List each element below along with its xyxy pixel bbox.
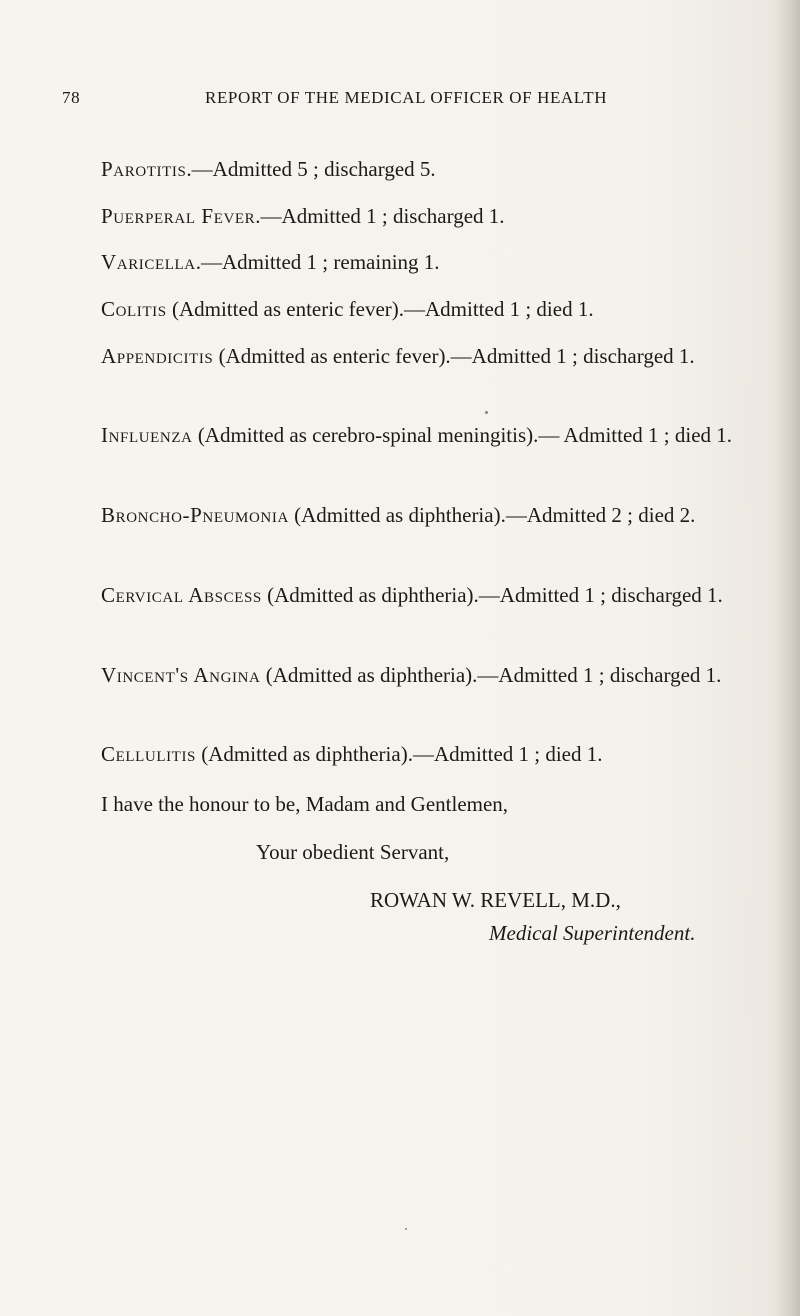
paper-speck [485, 411, 488, 414]
entry-text: (Admitted as diphtheria).—Admitted 2 ; died 2. [288, 503, 696, 527]
entry-text: (Admitted as diphtheria).—Admitted 1 ; discharged 1. [261, 583, 723, 607]
entry-puerperal-fever [62, 200, 742, 232]
entry-cellulitis [62, 738, 742, 770]
closing-valediction: Your obedient Servant, [256, 840, 450, 864]
entry-text: (Admitted as enteric fever).—Admitted 1 ; died 1. [166, 297, 594, 321]
entry-heading: Cervical Abscess [101, 583, 262, 607]
page-number: 78 [62, 88, 81, 107]
entry-heading: Influenza [101, 423, 193, 447]
entry-heading: Broncho-Pneumonia [101, 503, 289, 527]
entry-text: (Admitted as cerebro-spinal meningitis).— Admitted 1 ; died 1. [192, 423, 733, 447]
entry-vincents-angina [62, 659, 742, 691]
entry-heading: Colitis [101, 297, 167, 321]
entry-text: (Admitted as diphtheria).—Admitted 1 ; discharged 1. [260, 663, 722, 687]
entry-parotitis [62, 153, 742, 185]
entry-colitis [62, 293, 742, 325]
entry-text: .—Admitted 1 ; discharged 1. [255, 204, 505, 228]
running-title: REPORT OF THE MEDICAL OFFICER OF HEALTH [205, 88, 608, 107]
entry-cervical-abscess [62, 579, 742, 611]
entry-varicella [62, 246, 742, 278]
entry-appendicitis [62, 340, 742, 372]
entry-text: .—Admitted 5 ; discharged 5. [186, 157, 436, 181]
entry-heading: Appendicitis [101, 344, 214, 368]
entry-text: (Admitted as diphtheria).—Admitted 1 ; died 1. [196, 742, 603, 766]
entry-influenza [62, 419, 742, 451]
running-header [62, 88, 742, 112]
entry-text: .—Admitted 1 ; remaining 1. [195, 250, 440, 274]
entry-heading: Cellulitis [101, 742, 196, 766]
entry-heading: Vincent's Angina [101, 663, 261, 687]
paper-speck [405, 1228, 407, 1230]
signatory-position: Medical Superintendent. [489, 921, 696, 945]
signatory-name: ROWAN W. REVELL, M.D., [370, 888, 621, 912]
entry-broncho-pneumonia [62, 499, 742, 531]
entry-heading: Varicella [101, 250, 196, 274]
closing-salutation: I have the honour to be, Madam and Gentlemen, [101, 792, 509, 816]
entry-heading: Parotitis [101, 157, 187, 181]
page-edge-shadow [774, 0, 800, 1316]
entry-text: (Admitted as enteric fever).—Admitted 1 ; discharged 1. [213, 344, 695, 368]
entry-heading: Puerperal Fever [101, 204, 256, 228]
